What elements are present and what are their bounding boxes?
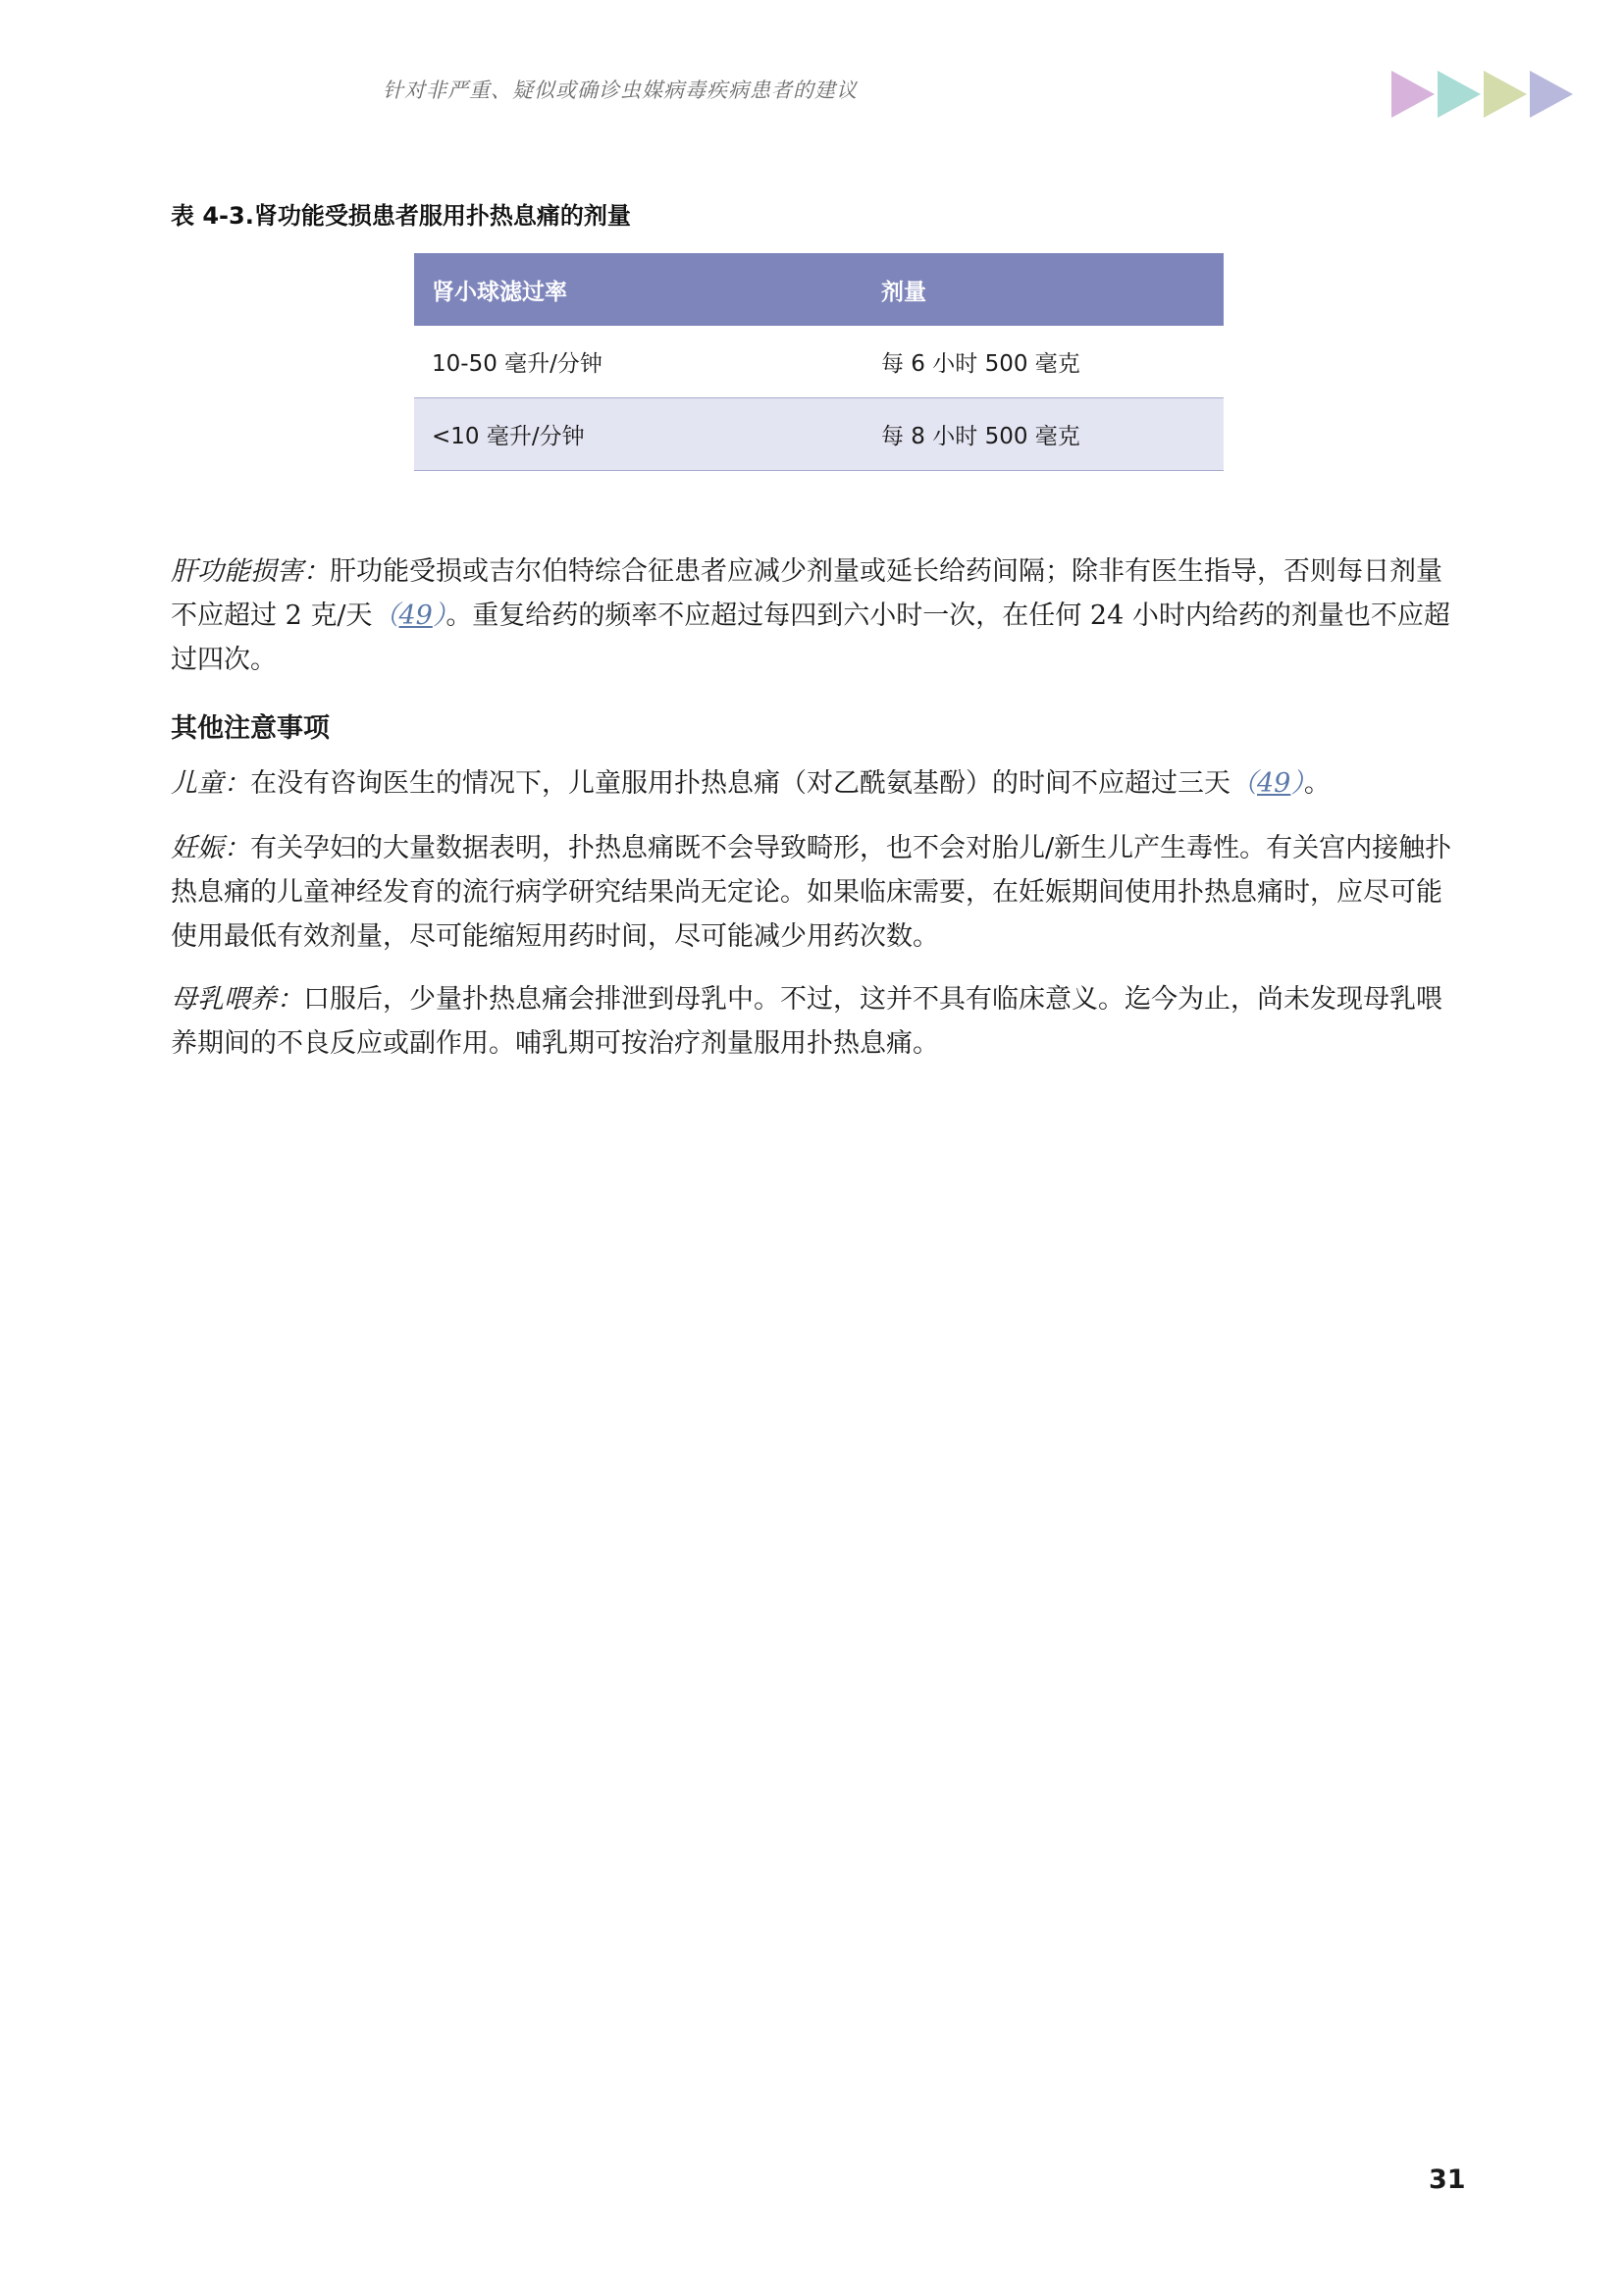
reference-number[interactable]: 49 [1257, 768, 1291, 799]
reference-bracket-close: ） [432, 600, 446, 631]
paragraph-lead: 母乳喂养： [171, 984, 303, 1015]
paragraph-text: 口服后，少量扑热息痛会排泄到母乳中。不过，这并不具有临床意义。迄今为止，尚未发现母乳喂养期间的不良反应或副作用。哺乳期可按治疗剂量服用扑热息痛。 [171, 984, 1442, 1059]
paragraph-text: 。重复给药的频率不应超过每四到六小时一次，在任何 24 小时内给药的剂量也不应超过四次。 [171, 600, 1450, 675]
arrow-icon-4 [1530, 71, 1573, 118]
breastfeeding-paragraph [171, 977, 1466, 1066]
reference-bracket-open: （ [1230, 768, 1257, 799]
reference-number[interactable]: 49 [398, 600, 433, 631]
paragraph-lead: 儿童： [171, 768, 250, 799]
pregnancy-paragraph [171, 826, 1466, 959]
reference-link[interactable] [372, 600, 445, 631]
column-header-dose: 剂量 [864, 253, 1224, 326]
table-header-row [414, 253, 1224, 326]
page-number: 31 [1429, 2165, 1466, 2195]
reference-bracket-close: ） [1290, 768, 1304, 799]
children-paragraph [171, 761, 1466, 806]
paragraph-text: 在没有咨询医生的情况下，儿童服用扑热息痛（对乙酰氨基酚）的时间不应超过三天 [250, 768, 1230, 799]
table-cell-dose: 每 8 小时 500 毫克 [864, 398, 1224, 471]
paragraph-text: 有关孕妇的大量数据表明，扑热息痛既不会导致畸形，也不会对胎儿/新生儿产生毒性。有关宫内接触扑热息痛的儿童神经发育的流行病学研究结果尚无定论。如果临床需要，在妊娠期间使用扑热息痛时，应尽可能使用最低有效剂量，尽可能缩短用药时间，尽可能减少用药次数。 [171, 833, 1452, 952]
running-header: 针对非严重、疑似或确诊虫媒病毒疾病患者的建议 [383, 78, 858, 102]
paragraph-lead: 妊娠： [171, 833, 250, 863]
arrow-icon-3 [1484, 71, 1527, 118]
paragraph-text: 。 [1303, 768, 1331, 799]
paragraph-text: 肝功能受损或吉尔伯特综合征患者应减少剂量或延长给药间隔；除非有医生指导，否则每日剂量不应超过 2 克/天 [171, 556, 1442, 631]
section-heading: 其他注意事项 [171, 713, 330, 744]
arrow-icon-2 [1438, 71, 1481, 118]
arrow-icon-1 [1391, 71, 1435, 118]
paragraph-lead: 肝功能损害： [171, 556, 330, 587]
table-cell-gfr: <10 毫升/分钟 [414, 398, 864, 471]
table-cell-dose: 每 6 小时 500 毫克 [864, 326, 1224, 398]
dosage-table [414, 253, 1224, 471]
table-caption: 表 4-3.肾功能受损患者服用扑热息痛的剂量 [171, 202, 631, 230]
decorative-arrows [1391, 69, 1578, 120]
table-row [414, 398, 1224, 471]
table-row [414, 326, 1224, 398]
liver-impairment-paragraph [171, 549, 1466, 682]
table-cell-gfr: 10-50 毫升/分钟 [414, 326, 864, 398]
reference-link[interactable] [1230, 768, 1304, 799]
reference-bracket-open: （ [372, 600, 399, 631]
column-header-gfr: 肾小球滤过率 [414, 253, 864, 326]
